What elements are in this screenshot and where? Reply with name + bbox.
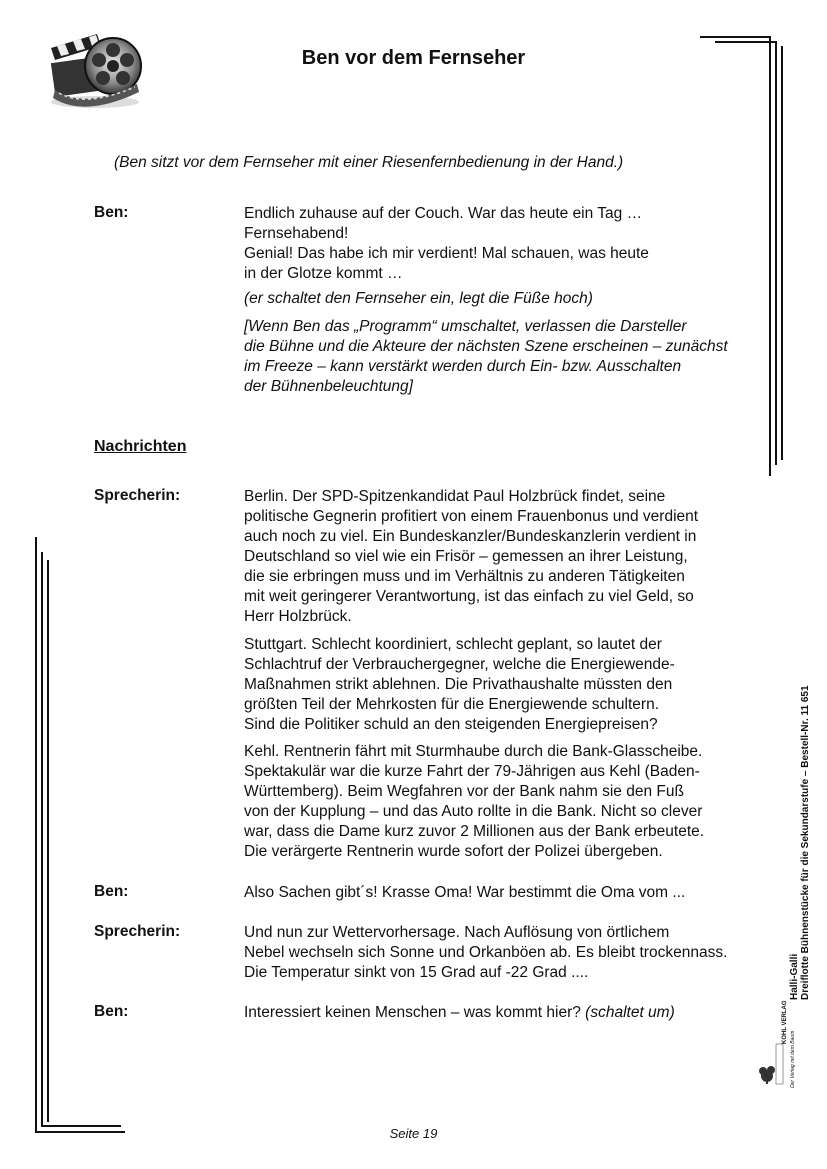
text-line: im Freeze – kann verstärkt werden durch Ein- bzw. Ausschalten bbox=[244, 358, 682, 375]
text-line: Schlachtruf der Verbrauchergegner, welche die Energiewende- bbox=[244, 656, 675, 673]
frame-line bbox=[47, 560, 49, 1122]
frame-line bbox=[41, 552, 43, 1127]
publisher-logo bbox=[756, 1000, 796, 1088]
text-line: Sind die Politiker schuld an den steigenden Energiepreisen? bbox=[244, 716, 658, 733]
text-line: Herr Holzbrück. bbox=[244, 608, 352, 625]
text-line: war, dass die Dame kurz zuvor 2 Millionen aus der Bank erbeutete. bbox=[244, 823, 705, 840]
text-line: Fernsehabend! bbox=[244, 225, 349, 242]
speaker-ben: Ben: bbox=[94, 1003, 129, 1020]
text-line: Deutschland so viel wie ein Frisör – gemessen an ihrer Leistung, bbox=[244, 548, 688, 565]
dialogue-text: Also Sachen gibt´s! Krasse Oma! War bestimmt die Oma vom ... bbox=[244, 884, 686, 901]
publisher-tagline: Der Verlag mit dem Baum bbox=[790, 1030, 796, 1088]
frame-line bbox=[35, 537, 37, 1133]
dialogue-paragraph bbox=[244, 742, 774, 862]
section-heading: Nachrichten bbox=[94, 438, 187, 455]
stage-direction: (schaltet um) bbox=[585, 1004, 675, 1021]
text-line: Die Temperatur sinkt von 15 Grad auf -22 Grad .... bbox=[244, 964, 589, 981]
frame-line bbox=[775, 41, 777, 465]
text-line: von der Kupplung – und das Auto rollte in die Bank. Nicht so clever bbox=[244, 803, 703, 820]
speaker-sprecherin: Sprecherin: bbox=[94, 923, 181, 940]
speaker-ben: Ben: bbox=[94, 204, 129, 221]
text-line: Maßnahmen strikt ablehnen. Die Privathaushalte müssten den bbox=[244, 676, 673, 693]
text-line: Spektakulär war die kurze Fahrt der 79-Jährigen aus Kehl (Baden- bbox=[244, 763, 700, 780]
frame-line bbox=[781, 46, 783, 460]
text-line: Endlich zuhause auf der Couch. War das heute ein Tag … bbox=[244, 205, 643, 222]
sidebar-subtitle: Dreiflotte Bühnenstücke für die Sekundarstufe – Bestell-Nr. 11 651 bbox=[800, 685, 811, 1000]
stage-direction-block bbox=[244, 317, 774, 397]
page-number: Seite 19 bbox=[389, 1126, 438, 1141]
frame-line bbox=[715, 41, 775, 43]
text-line: Berlin. Der SPD-Spitzenkandidat Paul Holzbrück findet, seine bbox=[244, 488, 666, 505]
text-line: Interessiert keinen Menschen – was kommt hier? bbox=[244, 1004, 581, 1021]
tree-icon bbox=[756, 1040, 786, 1088]
text-line: auch noch zu viel. Ein Bundeskanzler/Bundeskanzlerin verdient in bbox=[244, 528, 697, 545]
dialogue-text bbox=[244, 1003, 774, 1023]
dialogue-paragraph bbox=[244, 635, 774, 735]
page-title: Ben vor dem Fernseher bbox=[301, 47, 526, 69]
dialogue-paragraph bbox=[244, 923, 774, 983]
speaker-ben: Ben: bbox=[94, 883, 129, 900]
text-line: die sie erbringen muss und im Verhältnis zu anderen Tätigkeiten bbox=[244, 568, 685, 585]
stage-direction: (er schaltet den Fernseher ein, legt die Füße hoch) bbox=[244, 290, 593, 307]
text-line: Die verärgerte Rentnerin wurde sofort der Polizei übergeben. bbox=[244, 843, 663, 860]
sidebar-title: Halli-Galli bbox=[789, 953, 800, 1000]
dialogue-paragraph bbox=[244, 487, 774, 627]
text-line: Nebel wechseln sich Sonne und Orkanböen ab. Es bleibt trockennass. bbox=[244, 944, 728, 961]
speaker-sprecherin: Sprecherin: bbox=[94, 487, 181, 504]
text-line: größten Teil der Mehrkosten für die Energiewende schultern. bbox=[244, 696, 659, 713]
text-line: Stuttgart. Schlecht koordiniert, schlecht geplant, so lautet der bbox=[244, 636, 662, 653]
text-line: mit weit geringerer Verantwortung, ist das einfach zu viel Geld, so bbox=[244, 588, 694, 605]
text-line: Und nun zur Wettervorhersage. Nach Auflösung von örtlichem bbox=[244, 924, 670, 941]
text-line: der Bühnenbeleuchtung] bbox=[244, 378, 413, 395]
stage-direction: (Ben sitzt vor dem Fernseher mit einer Riesenfernbedienung in der Hand.) bbox=[114, 154, 624, 171]
text-line: die Bühne und die Akteure der nächsten Szene erscheinen – zunächst bbox=[244, 338, 728, 355]
text-line: Württemberg). Beim Wegfahren vor der Bank nahm sie den Fuß bbox=[244, 783, 684, 800]
publisher-name: KOHL VERLAG bbox=[782, 1000, 788, 1044]
dialogue-text bbox=[244, 204, 774, 284]
text-line: [Wenn Ben das „Programm“ umschaltet, verlassen die Darsteller bbox=[244, 318, 687, 335]
text-line: in der Glotze kommt … bbox=[244, 265, 403, 282]
text-line: politische Gegnerin profitiert von einem Frauenbonus und verdient bbox=[244, 508, 699, 525]
text-line: Genial! Das habe ich mir verdient! Mal schauen, was heute bbox=[244, 245, 649, 262]
frame-line bbox=[700, 36, 770, 38]
text-line: Kehl. Rentnerin fährt mit Sturmhaube durch die Bank-Glasscheibe. bbox=[244, 743, 703, 760]
